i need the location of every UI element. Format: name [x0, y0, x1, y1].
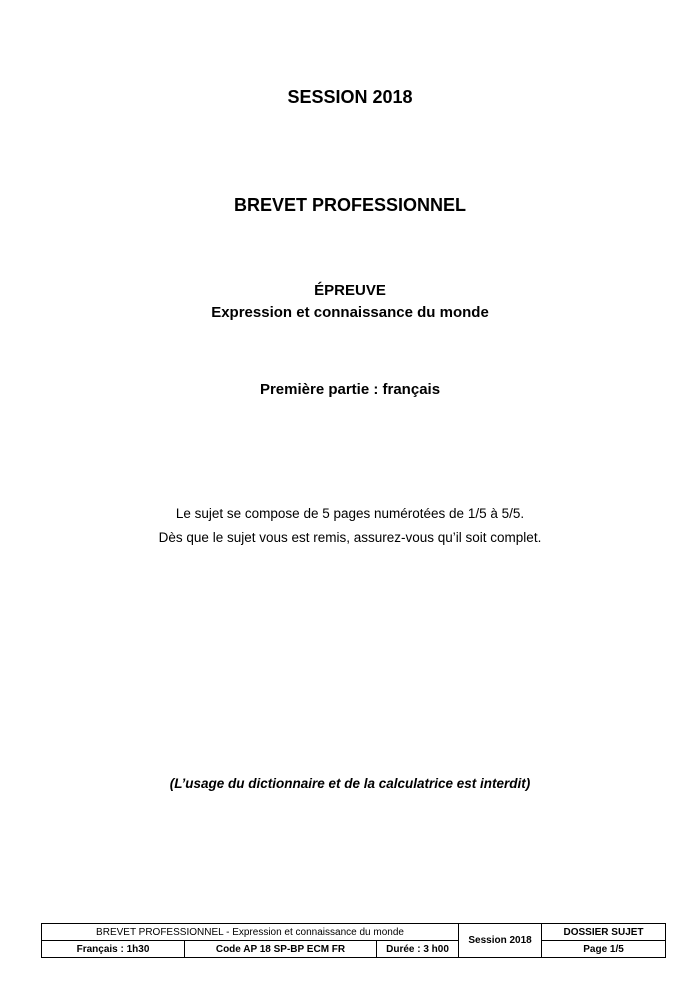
completeness-info: Dès que le sujet vous est remis, assurez-vous qu’il soit complet.: [158, 530, 542, 545]
epreuve-label: ÉPREUVE: [314, 282, 386, 299]
part-title: Première partie : français: [259, 381, 441, 398]
footer-code: Code AP 18 SP-BP ECM FR: [185, 941, 377, 958]
footer-table: [41, 923, 666, 958]
footer-page-number: Page 1/5: [542, 941, 666, 958]
session-title: SESSION 2018: [287, 87, 413, 107]
exam-title: BREVET PROFESSIONNEL: [233, 195, 467, 215]
footer-session: Session 2018: [459, 924, 542, 958]
footer-exam-title: BREVET PROFESSIONNEL - Expression et connaissance du monde: [42, 924, 459, 941]
footer-dossier: DOSSIER SUJET: [542, 924, 666, 941]
usage-note: (L’usage du dictionnaire et de la calculatrice est interdit): [169, 776, 531, 791]
page-count-info: Le sujet se compose de 5 pages numérotées de 1/5 à 5/5.: [175, 506, 525, 521]
footer-subject-duration: Français : 1h30: [42, 941, 185, 958]
footer-duration: Durée : 3 h00: [377, 941, 459, 958]
epreuve-name: Expression et connaissance du monde: [211, 304, 489, 321]
